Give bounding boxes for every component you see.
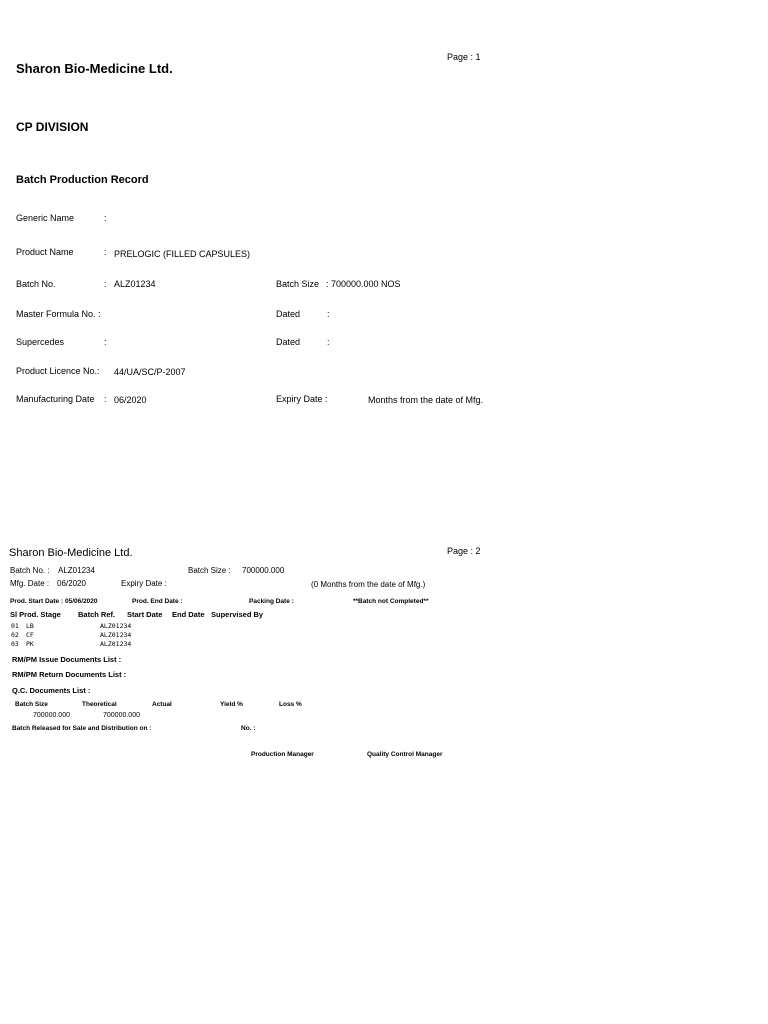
release-label: Batch Released for Sale and Distribution on :	[12, 725, 152, 732]
batch-status: **Batch not Completed**	[353, 598, 429, 605]
supercedes-separator: :	[104, 337, 107, 347]
division-title: CP DIVISION	[16, 120, 89, 134]
expiry-note: (0 Months from the date of Mfg.)	[311, 580, 426, 589]
batch-no-value: ALZ01234	[58, 566, 95, 575]
page-number: Page : 1	[447, 52, 481, 62]
stage-header-supervised: Supervised By	[211, 610, 264, 619]
yield-header-yield: Yield %	[220, 701, 243, 708]
prod-start-value: 05/06/2020	[65, 598, 98, 605]
stage-row-stage: LB	[26, 622, 34, 630]
batch-no-label: Batch No.	[16, 279, 56, 289]
stage-row-ref: ALZ01234	[100, 640, 132, 648]
stage-header-ref: Batch Ref.	[78, 610, 116, 619]
rm-issue-label: RM/PM Issue Documents List :	[12, 655, 122, 664]
supercedes-label: Supercedes	[16, 337, 65, 347]
dated-label-1: Dated	[276, 309, 301, 319]
stage-row-sl: 03	[11, 640, 19, 648]
stage-row-stage: CF	[26, 631, 34, 639]
release-no-label: No. :	[241, 725, 256, 732]
yield-header-actual: Actual	[152, 701, 172, 708]
mfg-date-value: 06/2020	[114, 395, 147, 405]
expiry-date-label: Expiry Date :	[121, 579, 167, 588]
licence-label: Product Licence No.:	[16, 366, 100, 376]
stage-header-sl: Sl Prod. Stage	[10, 610, 61, 619]
stage-header-start: Start Date	[127, 610, 163, 619]
dated-separator-1: :	[327, 309, 330, 319]
stage-header-end: End Date	[172, 610, 205, 619]
rm-return-label: RM/PM Return Documents List :	[12, 670, 127, 679]
production-manager-signature: Production Manager	[251, 751, 314, 758]
expiry-date-value: Months from the date of Mfg.	[368, 395, 484, 405]
product-name-label: Product Name	[16, 247, 74, 257]
mfg-date-label: Mfg. Date :	[10, 579, 50, 588]
mfg-date-separator: :	[104, 394, 107, 404]
page-number: Page : 2	[447, 546, 481, 556]
record-title: Batch Production Record	[16, 174, 149, 186]
generic-name-label: Generic Name	[16, 213, 75, 223]
company-name: Sharon Bio-Medicine Ltd.	[16, 61, 173, 76]
qc-docs-label: Q.C. Documents List :	[12, 686, 91, 695]
yield-header-batch-size: Batch Size	[15, 701, 48, 708]
product-name-value: PRELOGIC (FILLED CAPSULES)	[114, 249, 251, 259]
dated-separator-2: :	[327, 337, 330, 347]
batch-no-value: ALZ01234	[114, 279, 156, 289]
stage-row-sl: 01	[11, 622, 19, 630]
expiry-date-label: Expiry Date :	[276, 394, 328, 404]
licence-value: 44/UA/SC/P-2007	[114, 367, 186, 377]
yield-header-loss: Loss %	[279, 701, 302, 708]
stage-row-sl: 02	[11, 631, 19, 639]
company-name: Sharon Bio-Medicine Ltd.	[9, 547, 133, 559]
master-formula-label: Master Formula No. :	[16, 309, 101, 319]
packing-date-label: Packing Date :	[249, 598, 294, 605]
batch-no-label: Batch No. :	[10, 566, 50, 575]
dated-label-2: Dated	[276, 337, 301, 347]
stage-row-ref: ALZ01234	[100, 622, 132, 630]
qc-manager-signature: Quality Control Manager	[367, 751, 443, 758]
batch-size-label: Batch Size :	[188, 566, 231, 575]
batch-size-value: : 700000.000 NOS	[326, 279, 401, 289]
generic-name-separator: :	[104, 213, 107, 223]
batch-size-value: 700000.000	[242, 566, 285, 575]
prod-start-label: Prod. Start Date :	[10, 598, 64, 605]
yield-header-theoretical: Theoretical	[82, 701, 117, 708]
mfg-date-label: Manufacturing Date	[16, 394, 95, 404]
yield-theoretical-value: 700000.000	[103, 712, 140, 719]
stage-row-stage: PK	[26, 640, 34, 648]
yield-batch-size-value: 700000.000	[33, 712, 70, 719]
batch-no-separator: :	[104, 279, 107, 289]
product-name-separator: :	[104, 247, 107, 257]
prod-end-label: Prod. End Date :	[132, 598, 183, 605]
stage-row-ref: ALZ01234	[100, 631, 132, 639]
batch-size-label: Batch Size	[276, 279, 320, 289]
mfg-date-value: 06/2020	[57, 579, 86, 588]
